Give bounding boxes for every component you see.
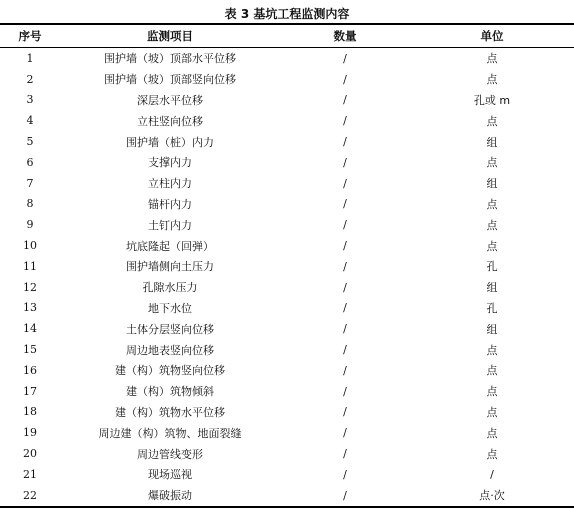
cell-unit: 组 xyxy=(486,322,498,336)
cell-no: 5 xyxy=(26,135,34,149)
cell-item: 围护墙侧向土压力 xyxy=(126,260,214,274)
table-row xyxy=(0,318,574,339)
cell-no: 1 xyxy=(26,51,34,65)
cell-unit: 点 xyxy=(486,405,498,419)
cell-item: 周边建（构）筑物、地面裂缝 xyxy=(98,426,242,440)
cell-item: 周边地表竖向位移 xyxy=(126,343,214,357)
table-row xyxy=(0,69,574,90)
table-row xyxy=(0,110,574,131)
cell-no: 6 xyxy=(26,155,34,169)
cell-qty: / xyxy=(343,239,347,253)
cell-item: 立柱内力 xyxy=(148,177,192,191)
table-row xyxy=(0,360,574,381)
cell-unit: 点 xyxy=(486,197,498,211)
cell-unit: 点 xyxy=(486,239,498,253)
cell-item: 支撑内力 xyxy=(148,156,192,170)
table-row xyxy=(0,464,574,485)
cell-no: 22 xyxy=(0,485,60,507)
cell-qty: / xyxy=(343,114,347,128)
cell-item: 土钉内力 xyxy=(148,218,192,232)
cell-item: 地下水位 xyxy=(148,301,192,315)
cell-unit: 点 xyxy=(486,218,498,232)
table-row xyxy=(0,48,574,69)
cell-no: 9 xyxy=(26,218,34,232)
cell-item: 围护墙（坡）顶部竖向位移 xyxy=(104,73,236,87)
cell-qty: / xyxy=(343,155,347,169)
cell-no: 15 xyxy=(23,343,37,357)
table-row xyxy=(0,298,574,319)
cell-unit: 组 xyxy=(486,177,498,191)
cell-qty: / xyxy=(343,51,347,65)
cell-qty: / xyxy=(343,343,347,357)
cell-item: 锚杆内力 xyxy=(148,197,192,211)
cell-no: 19 xyxy=(23,426,37,440)
cell-item: 建（构）筑物水平位移 xyxy=(115,405,225,419)
table-row xyxy=(0,256,574,277)
cell-no: 20 xyxy=(23,447,37,461)
cell-unit: 组 xyxy=(486,135,498,149)
cell-unit: 点 xyxy=(486,364,498,378)
table-body xyxy=(0,48,574,507)
header-qty: 数量 xyxy=(280,24,410,48)
table-row xyxy=(0,381,574,402)
cell-item: 周边管线变形 xyxy=(137,447,203,461)
cell-item: 爆破振动 xyxy=(60,485,280,507)
cell-unit: 孔或 m xyxy=(473,93,511,107)
cell-qty: / xyxy=(343,363,347,377)
cell-no: 8 xyxy=(26,197,34,211)
cell-unit: 点 xyxy=(486,343,498,357)
table-row xyxy=(0,339,574,360)
cell-unit: 点·次 xyxy=(410,485,574,507)
monitoring-table xyxy=(0,23,574,508)
cell-qty: / xyxy=(343,447,347,461)
cell-no: 11 xyxy=(23,259,37,273)
table-row xyxy=(0,131,574,152)
table-row xyxy=(0,443,574,464)
cell-item: 土体分层竖向位移 xyxy=(126,322,214,336)
cell-unit: 点 xyxy=(486,52,498,66)
table-row xyxy=(0,402,574,423)
cell-qty: / xyxy=(343,405,347,419)
table-row xyxy=(0,485,574,507)
cell-qty: / xyxy=(343,218,347,232)
table-row xyxy=(0,422,574,443)
cell-no: 13 xyxy=(23,301,37,315)
cell-qty: / xyxy=(343,93,347,107)
cell-qty: / xyxy=(343,467,347,481)
cell-no: 12 xyxy=(23,280,37,294)
cell-qty: / xyxy=(343,176,347,190)
cell-unit: 点 xyxy=(486,114,498,128)
header-no: 序号 xyxy=(0,24,60,48)
cell-item: 深层水平位移 xyxy=(137,93,203,107)
cell-no: 16 xyxy=(23,363,37,377)
table-row xyxy=(0,152,574,173)
cell-no: 21 xyxy=(23,467,37,481)
cell-item: 立柱竖向位移 xyxy=(137,114,203,128)
cell-item: 孔隙水压力 xyxy=(142,281,198,295)
cell-item: 坑底隆起（回弹） xyxy=(126,239,214,253)
cell-unit: 点 xyxy=(486,426,498,440)
cell-no: 4 xyxy=(26,114,34,128)
cell-item: 围护墙（桩）内力 xyxy=(126,135,214,149)
cell-no: 7 xyxy=(26,176,34,190)
cell-qty: / xyxy=(343,280,347,294)
table-row xyxy=(0,235,574,256)
cell-no: 17 xyxy=(23,384,37,398)
table-row xyxy=(0,277,574,298)
cell-qty: / xyxy=(280,485,410,507)
cell-no: 10 xyxy=(23,239,37,253)
table-header xyxy=(0,24,574,48)
cell-qty: / xyxy=(343,72,347,86)
header-unit: 单位 xyxy=(410,24,574,48)
cell-unit: 孔 xyxy=(486,301,498,315)
cell-qty: / xyxy=(343,301,347,315)
cell-item: 建（构）筑物竖向位移 xyxy=(115,364,225,378)
cell-unit: 孔 xyxy=(486,260,498,274)
cell-no: 3 xyxy=(26,93,34,107)
cell-no: 2 xyxy=(26,72,34,86)
cell-no: 18 xyxy=(23,405,37,419)
table-row xyxy=(0,90,574,111)
cell-qty: / xyxy=(343,384,347,398)
table-row xyxy=(0,173,574,194)
header-row xyxy=(0,24,574,48)
cell-item: 建（构）筑物倾斜 xyxy=(126,385,214,399)
cell-unit: 点 xyxy=(486,73,498,87)
table-row xyxy=(0,194,574,215)
cell-qty: / xyxy=(343,197,347,211)
header-item: 监测项目 xyxy=(60,24,280,48)
cell-unit: 组 xyxy=(486,281,498,295)
cell-unit: 点 xyxy=(486,447,498,461)
table-caption: 表 3 基坑工程监测内容 xyxy=(224,7,350,21)
cell-qty: / xyxy=(343,259,347,273)
cell-unit: 点 xyxy=(486,156,498,170)
cell-qty: / xyxy=(343,322,347,336)
table-row xyxy=(0,214,574,235)
cell-qty: / xyxy=(343,426,347,440)
cell-unit: / xyxy=(490,467,494,481)
cell-qty: / xyxy=(343,135,347,149)
cell-item: 现场巡视 xyxy=(148,468,192,482)
cell-no: 14 xyxy=(23,322,37,336)
cell-unit: 点 xyxy=(486,385,498,399)
cell-item: 围护墙（坡）顶部水平位移 xyxy=(104,52,236,66)
